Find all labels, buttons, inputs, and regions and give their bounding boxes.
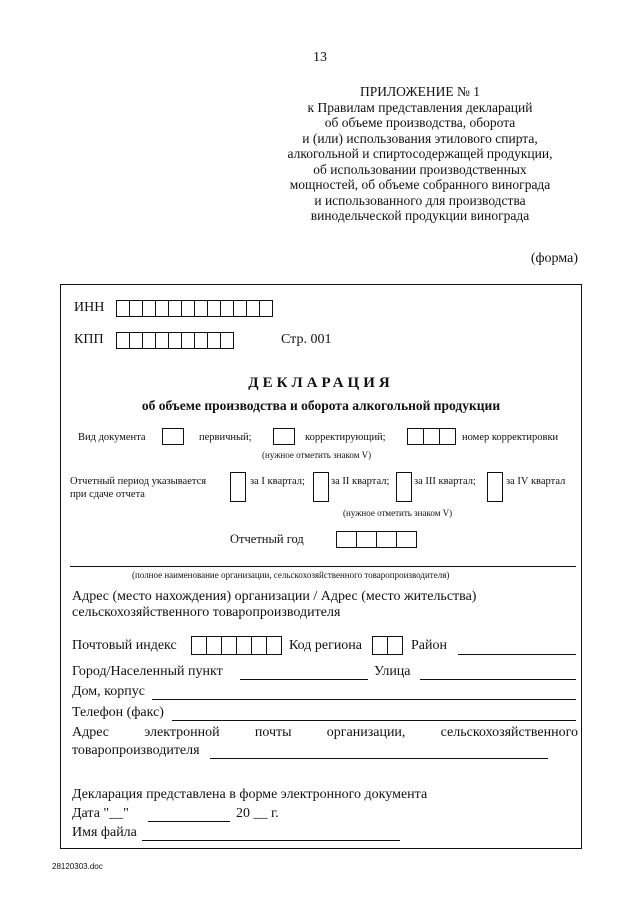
email-label [72, 725, 578, 741]
kpp-label: КПП [74, 332, 104, 347]
email-word: Адрес [72, 725, 110, 740]
doc-type-hint: (нужное отметить знаком V) [262, 450, 372, 460]
appendix-block [260, 84, 580, 224]
street-line[interactable] [420, 679, 576, 680]
phone-line[interactable] [172, 720, 576, 721]
corrective-label: корректирующий; [305, 432, 386, 443]
appendix-line: и использованного для производства [314, 192, 526, 208]
inn-cells[interactable] [117, 300, 273, 317]
district-label: Район [411, 638, 447, 653]
appendix-line: об использовании производственных [313, 161, 527, 177]
region-label: Код региона [289, 638, 363, 653]
year-cells[interactable] [337, 531, 417, 548]
q4-checkbox[interactable] [487, 472, 503, 502]
q1-checkbox[interactable] [230, 472, 246, 502]
house-label: Дом, корпус [72, 684, 145, 699]
q4-label: за IV квартал [506, 476, 566, 487]
correction-number-cells[interactable] [408, 428, 456, 445]
appendix-line: винодельческой продукции винограда [310, 208, 530, 223]
year-label: Отчетный год [230, 532, 304, 546]
org-name-line[interactable] [70, 566, 576, 567]
q2-label: за II квартал; [331, 476, 390, 487]
declaration-title: ДЕКЛАРАЦИЯ [248, 375, 394, 391]
page-number: 13 [313, 50, 327, 65]
address-line1: Адрес (место нахождения) организации / Адрес (место жительства) [72, 589, 477, 604]
email-word: электронной [144, 725, 220, 740]
page-ref: Стр. 001 [281, 332, 332, 347]
email-word: почты [254, 725, 292, 740]
appendix-heading: ПРИЛОЖЕНИЕ № 1 [359, 84, 481, 99]
date-line[interactable] [148, 821, 230, 822]
q3-checkbox[interactable] [396, 472, 412, 502]
postal-cells[interactable] [192, 636, 282, 655]
appendix-line: об объеме производства, оборота [324, 115, 516, 130]
email-word: сельскохозяйственного [440, 725, 578, 740]
q1-label: за I квартал; [250, 476, 305, 487]
declaration-subtitle: об объеме производства и оборота алкогольной продукции [141, 398, 501, 413]
footer-filename: 28120303.doc [52, 862, 103, 871]
org-caption: (полное наименование организации, сельскохозяйственного товаропроизводителя) [132, 570, 450, 580]
appendix-line: мощностей, об объеме собранного винограда [289, 177, 551, 192]
electronic-note: Декларация представлена в форме электронного документа [72, 787, 428, 802]
filename-line[interactable] [142, 840, 400, 841]
region-cells[interactable] [373, 636, 403, 655]
filename-label: Имя файла [72, 825, 137, 840]
primary-label: первичный; [199, 432, 252, 443]
appendix-line: к Правилам представления деклараций [307, 99, 533, 115]
date-label: Дата "__" [72, 806, 129, 821]
q2-checkbox[interactable] [313, 472, 329, 502]
phone-label: Телефон (факс) [72, 705, 164, 720]
kpp-cells[interactable] [117, 332, 234, 349]
corrective-checkbox[interactable] [273, 428, 295, 445]
street-label: Улица [374, 664, 411, 679]
email-label-line2: товаропроизводителя [72, 743, 200, 758]
email-word: организации, [326, 725, 406, 740]
period-hint: (нужное отметить знаком V) [343, 508, 453, 518]
appendix-line: алкогольной и спиртосодержащей продукции, [287, 146, 553, 161]
city-line[interactable] [240, 679, 368, 680]
q3-label: за III квартал; [414, 476, 476, 487]
district-line[interactable] [458, 654, 576, 655]
address-line2: сельскохозяйственного товаропроизводителя [72, 605, 341, 620]
city-label: Город/Населенный пункт [72, 664, 223, 679]
correction-number-label: номер корректировки [462, 432, 559, 443]
inn-label: ИНН [74, 300, 105, 315]
postal-label: Почтовый индекс [72, 638, 177, 653]
house-line[interactable] [152, 699, 576, 700]
period-label: Отчетный период указывается [70, 476, 207, 487]
appendix-line: и (или) использования этилового спирта, [302, 130, 538, 146]
primary-checkbox[interactable] [162, 428, 184, 445]
email-line[interactable] [210, 758, 548, 759]
date-year: 20 __ г. [236, 806, 279, 821]
form-label: (форма) [530, 251, 578, 266]
period-label-line2: при сдаче отчета [70, 489, 145, 500]
doc-type-label: Вид документа [78, 432, 146, 443]
